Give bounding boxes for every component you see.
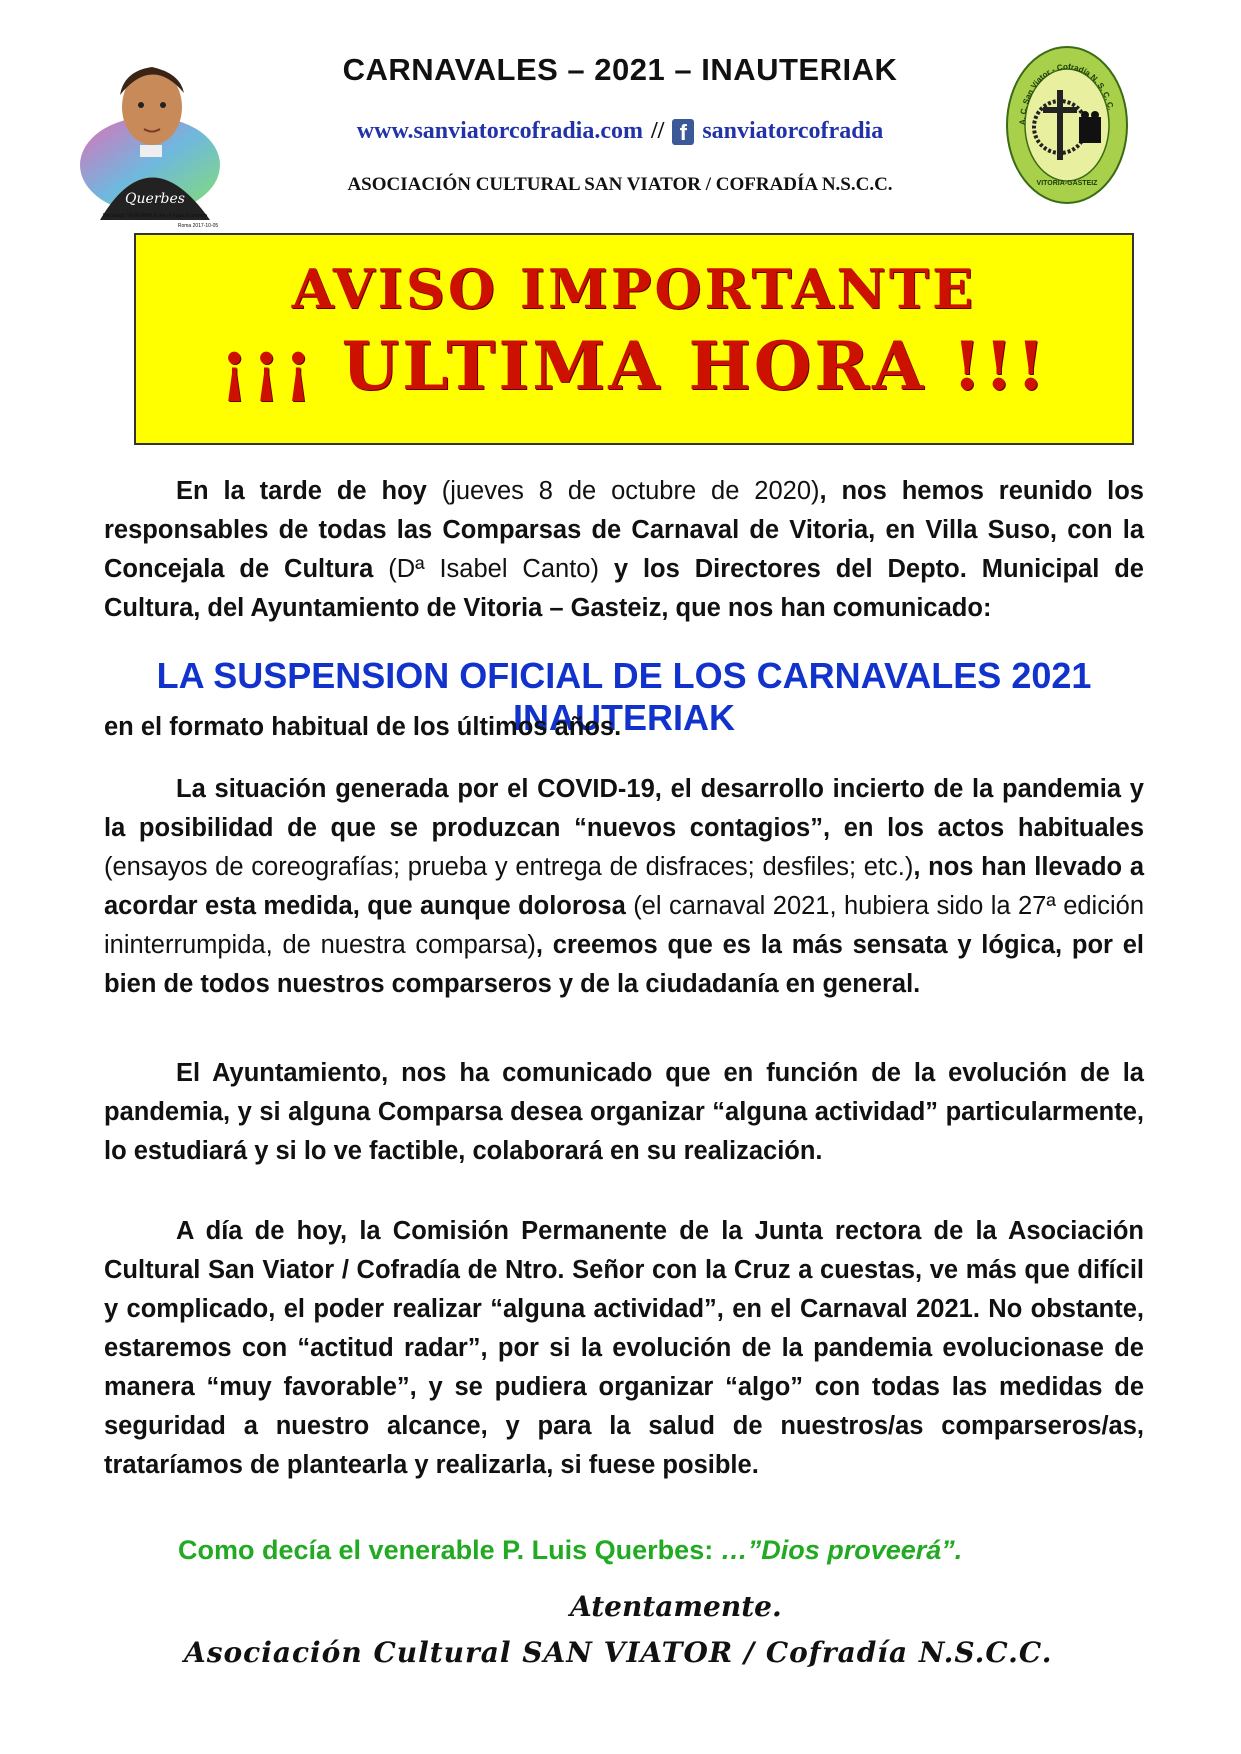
signature-greeting: Atentamente.: [570, 1590, 782, 1623]
important-notice-banner: [134, 233, 1134, 445]
paragraph-1: [104, 472, 1144, 628]
website-link[interactable]: www.sanviatorcofradia.com: [356, 118, 643, 144]
seal-bottom-text: VITORIA-GASTEIZ: [1036, 180, 1098, 187]
after-suspension-line: en el formato habitual de los últimos años.: [104, 713, 622, 741]
p4-text: A día de hoy, la Comisión Permanente de la Junta rectora de la Asociación Cultural San Viator / Cofradía de Ntro. Señor con la Cruz a cuestas, ve más que difícil y complicado, el poder realizar “alguna actividad”, en el Carnaval 2021. No obstante, estaremos con “actitud radar”, por si la evolución de la pandemia evolucionase de manera “muy favorable”, y se pudiera organizar “algo” con todas las medidas de seguridad a nuestro alcance, y para la salud de nuestros/as comparseros/as, trataríamos de plantearla y realizarla, si fuese posible.: [104, 1217, 1144, 1479]
header-title: CARNAVALES – 2021 – INAUTERIAK: [342, 52, 898, 87]
p2-s4: (el carnaval 2021, hubiera sido la 27ª edición ininterrumpida, de nuestra comparsa): [104, 892, 1144, 959]
cofradia-seal-logo: [1005, 45, 1130, 205]
p2-s1: La situación generada por el COVID-19, el desarrollo incierto de la pandemia y la posibilidad de que se produzcan “nuevos contagios”, en los actos habituales: [104, 775, 1144, 842]
p2-s5: , creemos que es la más sensata y lógica, por el bien de todos nuestros comparseros y de la ciudadanía en general.: [104, 931, 1144, 998]
p1-s4: (Dª Isabel Canto): [388, 555, 599, 583]
logo-left-caption1: Querbes: [125, 191, 185, 207]
p2-s3: , nos han llevado a acordar esta medida, que aunque dolorosa: [104, 853, 1144, 920]
header-links: [250, 118, 990, 145]
quote-words: …”Dios proveerá”.: [720, 1535, 963, 1565]
p3-text: El Ayuntamiento, nos ha comunicado que en función de la evolución de la pandemia, y si alguna Comparsa desea organizar “alguna actividad” particularmente, lo estudiará y si lo ve factible, colaborará en su realización.: [104, 1059, 1144, 1165]
paragraph-4: [104, 1212, 1144, 1485]
querbes-quote: [178, 1535, 1078, 1566]
p1-s1: En la tarde de hoy: [176, 477, 442, 505]
header-association: ASOCIACIÓN CULTURAL SAN VIATOR / COFRADÍA N.S.C.C.: [347, 174, 893, 195]
logo-left-caption3: Roma 2017-10-05: [177, 223, 219, 229]
p2-s2: (ensayos de coreografías; prueba y entrega de disfraces; desfiles; etc.): [104, 853, 914, 881]
facebook-icon: f: [672, 119, 694, 145]
logo-left-caption2: Declarado VENERABLE por el Papa Francisco: [102, 213, 208, 219]
p1-s2: (jueves 8 de octubre de 2020): [441, 477, 820, 505]
querbes-portrait-logo: [80, 45, 230, 235]
quote-lead: Como decía el venerable P. Luis Querbes:: [178, 1535, 721, 1565]
banner-line1: AVISO IMPORTANTE: [291, 257, 977, 321]
signature-name: Asociación Cultural SAN VIATOR / Cofradía N.S.C.C.: [184, 1636, 1053, 1669]
banner-line2: ¡¡¡ ULTIMA HORA !!!: [219, 327, 1049, 405]
paragraph-3: [104, 1054, 1144, 1171]
links-separator: //: [650, 118, 665, 144]
suspension-headline: LA SUSPENSION OFICIAL DE LOS CARNAVALES 2021 INAUTERIAK: [156, 655, 1092, 738]
p1-s5: y los Directores del Depto. Municipal de Cultura, del Ayuntamiento de Vitoria – Gasteiz, que nos han comunicado:: [104, 555, 1144, 622]
p1-s3: , nos hemos reunido los responsables de todas las Comparsas de Carnaval de Vitoria, en Villa Suso, con la Concejala de Cultura: [104, 477, 1144, 583]
facebook-link[interactable]: sanviatorcofradia: [702, 118, 884, 144]
after-suspension-text: [104, 708, 1144, 747]
seal-ring-text: A. C. San Viator - Cofradía N. S. C. C.: [1017, 62, 1116, 126]
paragraph-2: [104, 770, 1144, 1004]
